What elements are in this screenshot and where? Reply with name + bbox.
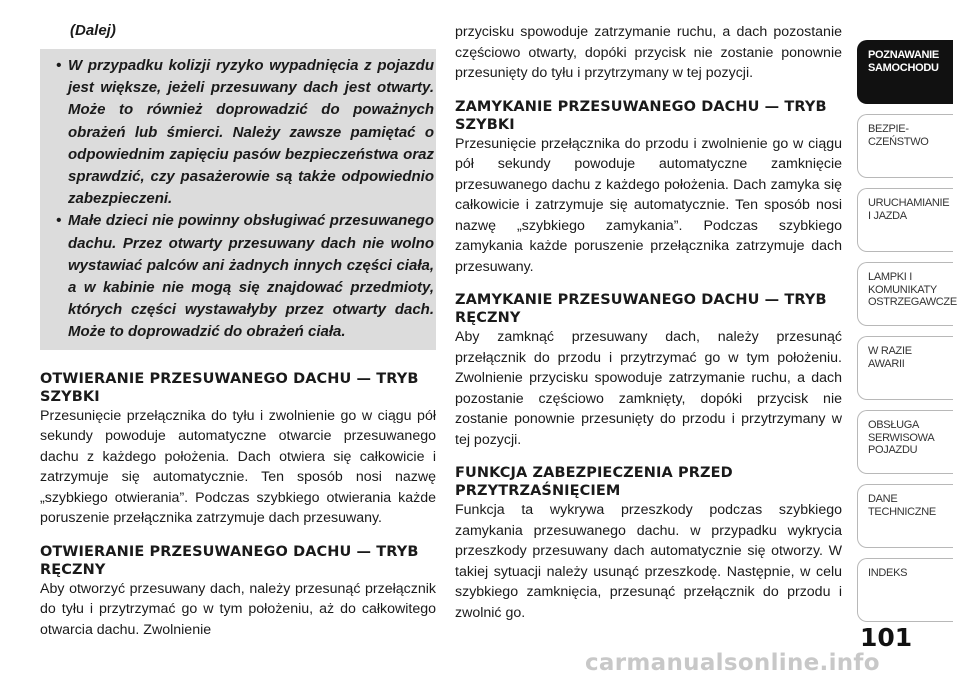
watermark: carmanualsonline.info (585, 650, 880, 676)
bullet-icon: • (56, 57, 62, 74)
page-number: 101 (860, 623, 913, 652)
section-text: Przesunięcie przełącznika do tyłu i zwolnienie go w ciągu pół sekundy powoduje automatyczne otwarcie przesuwanego dachu z każdego położenia. Dach otwiera się całkowicie i zatrzymuje się automatycznie. Ten sposób nosi nazwę „szybkiego otwierania”. Podczas szybkiego otwierania każde poruszenie przełącznika zatrzymuje dach przesuwany. (40, 407, 436, 527)
chapter-tabs (857, 40, 957, 632)
warning-text: W przypadku kolizji ryzyko wypadnięcia z pojazdu jest większe, jeżeli przesuwany dach jest otwarty. Może to również doprowadzić do poważnych obrażeń lub śmierci. Należy zawsze pamiętać o odpowiednim zapięciu pasów bezpieczeństwa oraz sprawdzić, czy pasażerowie są także odpowiednio zabezpieczeni. (68, 57, 434, 208)
section-heading: FUNKCJA ZABEZPIECZENIA PRZED PRZYTRZAŚNIĘCIEM (455, 465, 733, 499)
tab-indeks[interactable]: INDEKS (857, 558, 953, 622)
tab-bezpieczenstwo[interactable]: BEZPIE-CZEŃSTWO (857, 114, 953, 178)
section-text: Funkcja ta wykrywa przeszkody podczas szybkiego zamykania przesuwanego dachu. w przypadku wykrycia przeszkody przesuwany dach automatycznie się otworzy. W takiej sytuacji należy usunąć przeszkodę. Następnie, w celu szybkiego zamknięcia, przesunąć przełącznik do przodu i zwolnić go. (455, 502, 842, 621)
section-heading: OTWIERANIE PRZESUWANEGO DACHU — TRYB SZYBKI (40, 370, 419, 405)
tab-w-razie-awarii[interactable]: W RAZIE AWARII (857, 336, 953, 400)
tab-dane-techniczne[interactable]: DANE TECHNICZNE (857, 484, 953, 548)
warning-item (56, 55, 434, 210)
tab-lampki-i-komunikaty[interactable]: LAMPKI I KOMUNIKATY OSTRZEGAWCZE (857, 262, 953, 326)
bullet-icon: • (56, 212, 62, 230)
section-heading: ZAMYKANIE PRZESUWANEGO DACHU — TRYB RĘCZNY (455, 292, 827, 326)
warning-item (56, 210, 434, 343)
warning-text: Małe dzieci nie powinny obsługiwać przesuwanego dachu. Przez otwarty przesuwany dach nie wolno wystawiać palców ani żadnych innych części ciała, a w kabinie nie mogą się znajdować przedmioty, których części wystawałyby przez otwarty dach. Może to doprowadzić do obrażeń ciała. (68, 212, 434, 341)
section-heading: ZAMYKANIE PRZESUWANEGO DACHU — TRYB SZYBKI (455, 98, 827, 133)
section-text: Aby otworzyć przesuwany dach, należy przesunąć przełącznik do tyłu i przytrzymać go w tym położeniu, aż do całkowitego otwarcia dachu. Zwolnienie (40, 580, 436, 638)
section-text: Aby zamknąć przesuwany dach, należy przesunąć przełącznik do przodu i przytrzymać go w tym położeniu. Zwolnienie przycisku spowoduje zatrzymanie ruchu, a dach pozostanie częściowo zamknięty, dopóki przycisk nie zostanie ponownie przesunięty do przodu i przytrzymany w tej pozycji. (455, 329, 842, 448)
tab-obsluga-serwisowa[interactable]: OBSŁUGA SERWISOWA POJAZDU (857, 410, 953, 474)
continued-label: (Dalej) (70, 22, 116, 39)
section-heading: OTWIERANIE PRZESUWANEGO DACHU — TRYB RĘCZNY (40, 543, 419, 578)
section-text: Przesunięcie przełącznika do przodu i zwolnienie go w ciągu pół sekundy powoduje automatyczne zamknięcie przesuwanego dachu z każdego położenia. Dach zamyka się całkowicie i zatrzymuje się automatycznie. Ten sposób nosi nazwę „szybkiego zamykania”. Podczas szybkiego zamykania każde poruszenie przełącznika zatrzymuje dach przesuwany. (455, 135, 842, 275)
left-column (40, 22, 436, 654)
warning-box (40, 49, 436, 350)
continuation-text: przycisku spowoduje zatrzymanie ruchu, a dach pozostanie częściowo otwarty, dopóki przycisk nie zostanie ponownie przesunięty do tyłu i przytrzymany w tej pozycji. (455, 24, 842, 81)
right-column (455, 22, 842, 637)
tab-poznawanie-samochodu[interactable]: POZNAWANIE SAMOCHODU (857, 40, 953, 104)
tab-uruchamianie-i-jazda[interactable]: URUCHAMIANIE I JAZDA (857, 188, 953, 252)
